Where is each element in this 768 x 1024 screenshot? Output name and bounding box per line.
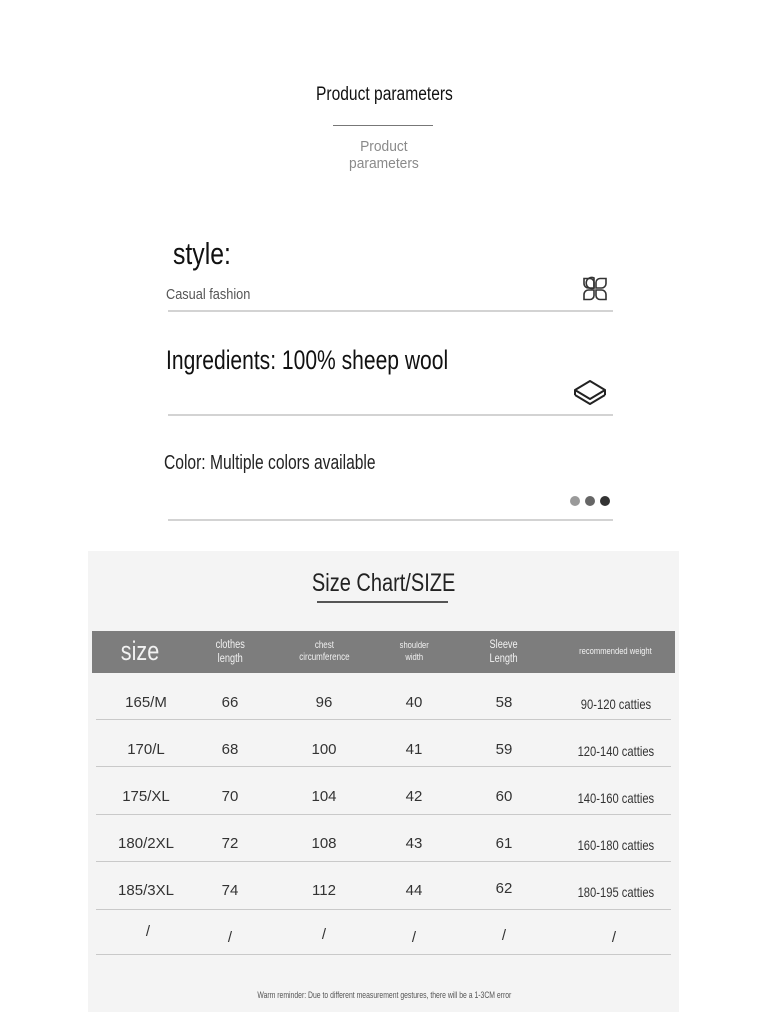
table-cell-weight: 140-160 catties	[577, 790, 655, 806]
subtitle-line-2: parameters	[349, 155, 419, 172]
row-divider	[96, 766, 671, 767]
style-label: style:	[173, 236, 231, 271]
table-cell-size: 165/M	[125, 694, 167, 711]
divider	[168, 414, 613, 416]
table-cell-weight: 90-120 catties	[580, 696, 652, 712]
table-cell-chest: 104	[311, 788, 337, 805]
table-cell-shoulder: 44	[405, 882, 423, 899]
table-cell-chest: 112	[312, 882, 336, 899]
layers-icon	[572, 378, 608, 410]
row-divider	[96, 954, 671, 955]
table-cell-weight: 160-180 catties	[577, 837, 655, 853]
measurement-reminder: Warm reminder: Due to different measurement gestures, there will be a 1-3CM error	[257, 990, 511, 1001]
ingredients-label: Ingredients: 100% sheep wool	[166, 345, 449, 375]
table-cell-chest: 100	[311, 741, 337, 758]
table-cell-clothes-length: /	[227, 929, 233, 946]
table-cell-chest: 96	[315, 694, 333, 711]
size-chart-title-underline	[317, 601, 448, 603]
table-cell-sleeve: /	[501, 927, 507, 944]
color-dot	[585, 496, 595, 506]
divider	[168, 519, 613, 521]
style-value: Casual fashion	[166, 286, 251, 303]
color-dot	[600, 496, 610, 506]
subtitle-line-1: Product	[360, 138, 408, 155]
table-cell-sleeve: 58	[495, 694, 513, 711]
table-cell-size: 175/XL	[122, 788, 170, 805]
table-cell-weight: 180-195 catties	[577, 884, 655, 900]
column-header-size: size	[120, 636, 160, 667]
table-cell-size: /	[145, 923, 151, 940]
table-cell-size: 180/2XL	[118, 835, 174, 852]
page-title: Product parameters	[315, 84, 453, 105]
table-cell-clothes-length: 66	[221, 694, 239, 711]
table-cell-clothes-length: 72	[221, 835, 239, 852]
table-cell-sleeve: 62	[495, 880, 513, 897]
table-cell-sleeve: 61	[495, 835, 513, 852]
size-chart-title: Size Chart/SIZE	[312, 569, 456, 597]
three-dots-icon	[567, 496, 613, 508]
column-header-chest-circumference: chest circumference	[298, 639, 350, 663]
divider	[168, 310, 613, 312]
table-cell-weight: 120-140 catties	[577, 743, 655, 759]
row-divider	[96, 861, 671, 862]
color-dot	[570, 496, 580, 506]
table-cell-chest: /	[321, 926, 327, 943]
table-cell-clothes-length: 70	[221, 788, 239, 805]
table-cell-chest: 108	[311, 835, 337, 852]
table-cell-clothes-length: 74	[221, 882, 239, 899]
table-cell-shoulder: 40	[405, 694, 423, 711]
table-cell-sleeve: 60	[495, 788, 513, 805]
table-cell-weight: /	[611, 929, 617, 946]
color-label: Color: Multiple colors available	[164, 452, 376, 474]
row-divider	[96, 909, 671, 910]
row-divider	[96, 719, 671, 720]
table-cell-shoulder: 43	[405, 835, 423, 852]
column-header-clothes-length: clothes length	[215, 638, 245, 665]
table-cell-size: 185/3XL	[118, 882, 174, 899]
title-divider	[333, 125, 433, 126]
four-petal-icon	[580, 275, 610, 303]
column-header-sleeve-length: Sleeve Length	[489, 638, 519, 665]
row-divider	[96, 814, 671, 815]
column-header-shoulder-width: shoulder width	[399, 640, 429, 663]
page-subtitle	[0, 138, 768, 172]
table-cell-shoulder: /	[411, 929, 417, 946]
table-cell-size: 170/L	[127, 741, 165, 758]
table-cell-clothes-length: 68	[221, 741, 239, 758]
column-header-recommended-weight: recommended weight	[579, 646, 652, 658]
table-cell-shoulder: 42	[405, 788, 423, 805]
table-cell-shoulder: 41	[405, 741, 423, 758]
table-cell-sleeve: 59	[495, 741, 513, 758]
size-table-header	[92, 631, 675, 673]
